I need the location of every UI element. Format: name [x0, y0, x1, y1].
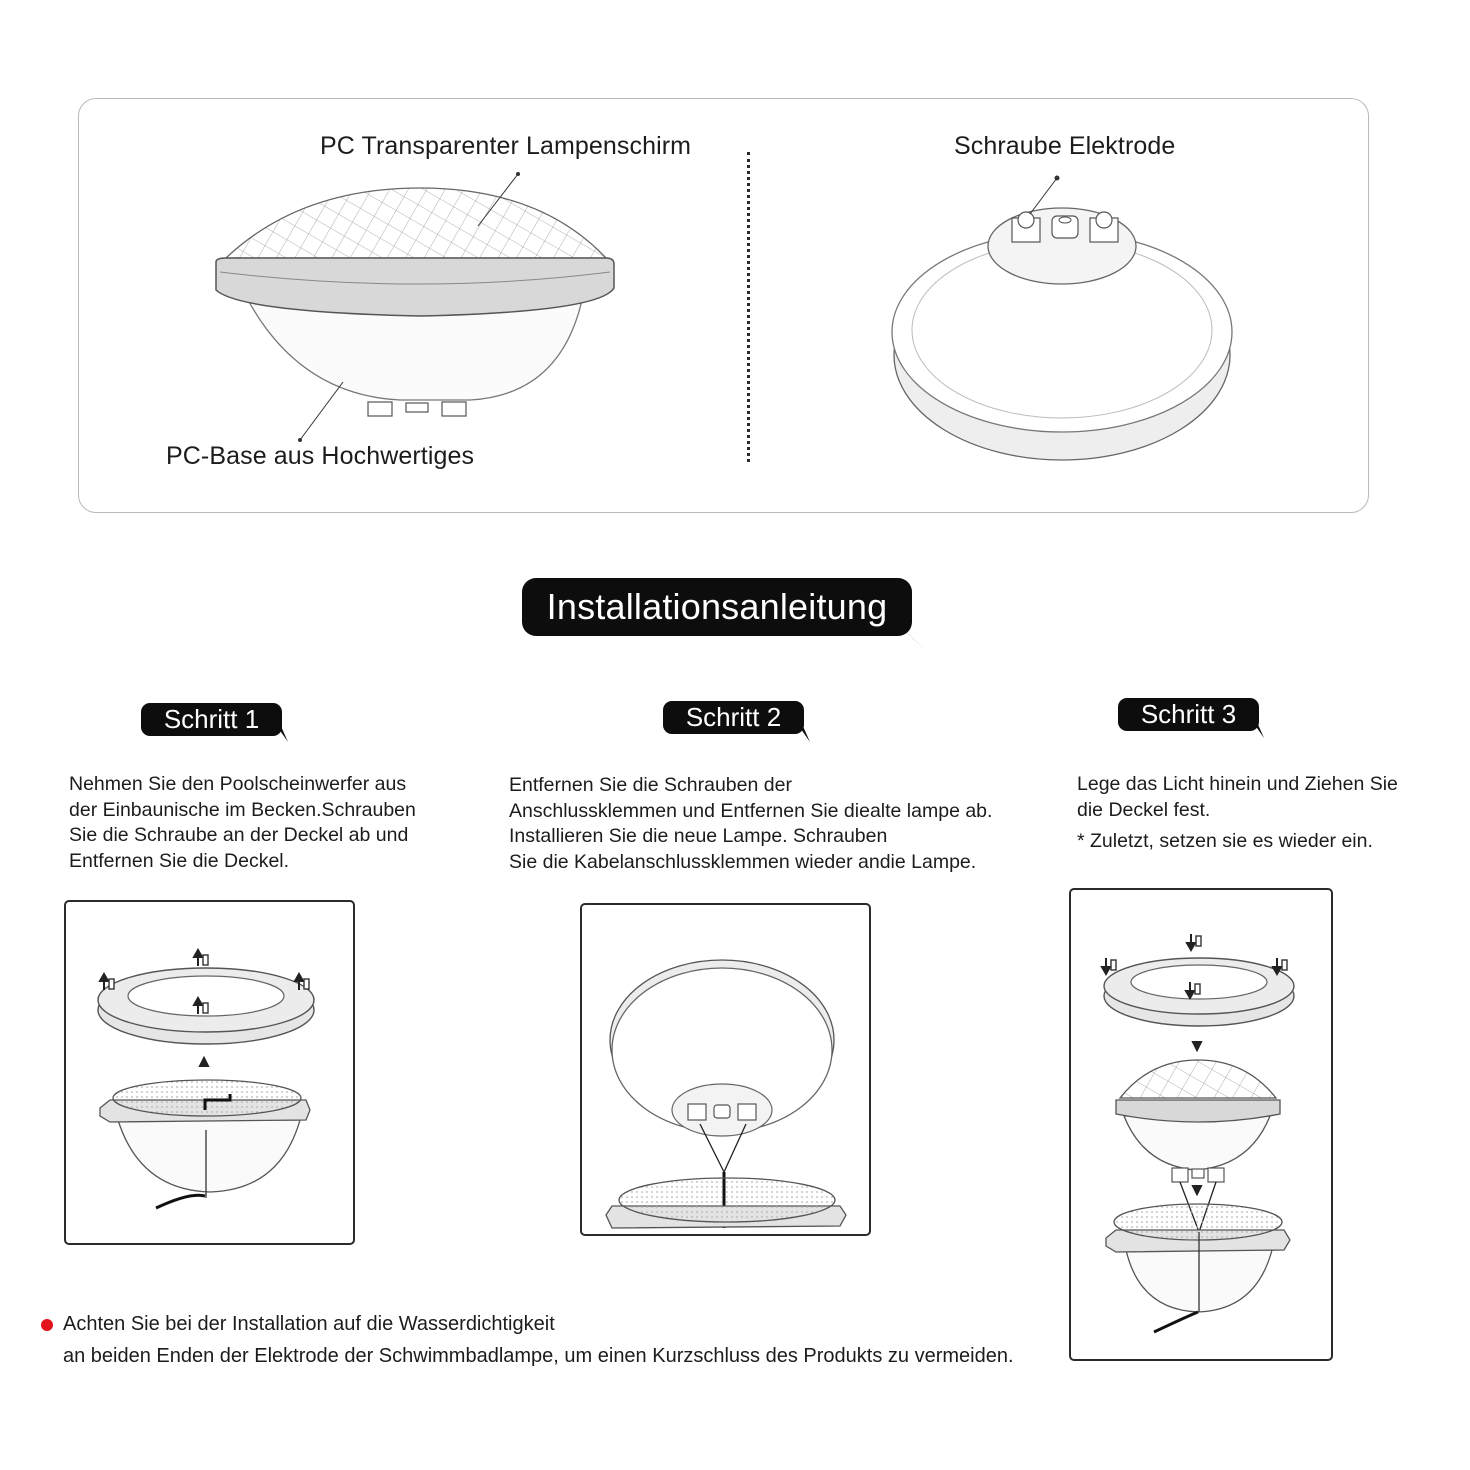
- step-3-note: * Zuletzt, setzen sie es wieder ein.: [1077, 830, 1373, 852]
- step-3-line: die Deckel fest.: [1077, 798, 1211, 821]
- section-title: Installationsanleitung: [546, 586, 888, 627]
- step-2-line: Entfernen Sie die Schrauben der: [509, 774, 792, 796]
- step-2-line: Anschlussklemmen und Entfernen Sie diealte lampe ab.: [509, 799, 993, 822]
- base-label: PC-Base aus Hochwertiges: [166, 442, 475, 470]
- shade-label: PC Transparenter Lampenschirm: [320, 132, 692, 160]
- electrode-label: Schraube Elektrode: [954, 132, 1176, 160]
- step-1-line: Sie die Schraube an der Deckel ab und: [69, 824, 409, 846]
- step-1-line: der Einbaunische im Becken.Schrauben: [69, 798, 416, 821]
- step-3-badge-label: Schritt 3: [1140, 699, 1237, 729]
- step-2-badge-label: Schritt 2: [685, 702, 782, 732]
- warning-line-2: an beiden Enden der Elektrode der Schwimmbadlampe, um einen Kurzschluss des Produkts zu vermeiden.: [63, 1345, 1014, 1367]
- warning-line-1: Achten Sie bei der Installation auf die Wasserdichtigkeit: [63, 1313, 555, 1335]
- step-2-line: Sie die Kabelanschlussklemmen wieder andie Lampe.: [509, 850, 977, 873]
- warning-bullet: [41, 1319, 53, 1331]
- step-1-line: Nehmen Sie den Poolscheinwerfer aus: [69, 773, 407, 795]
- step-1-badge-label: Schritt 1: [163, 704, 260, 734]
- step-2-line: Installieren Sie die neue Lampe. Schrauben: [509, 825, 888, 847]
- step-1-line: Entfernen Sie die Deckel.: [69, 849, 290, 872]
- step-3-line: Lege das Licht hinein und Ziehen Sie: [1077, 773, 1398, 795]
